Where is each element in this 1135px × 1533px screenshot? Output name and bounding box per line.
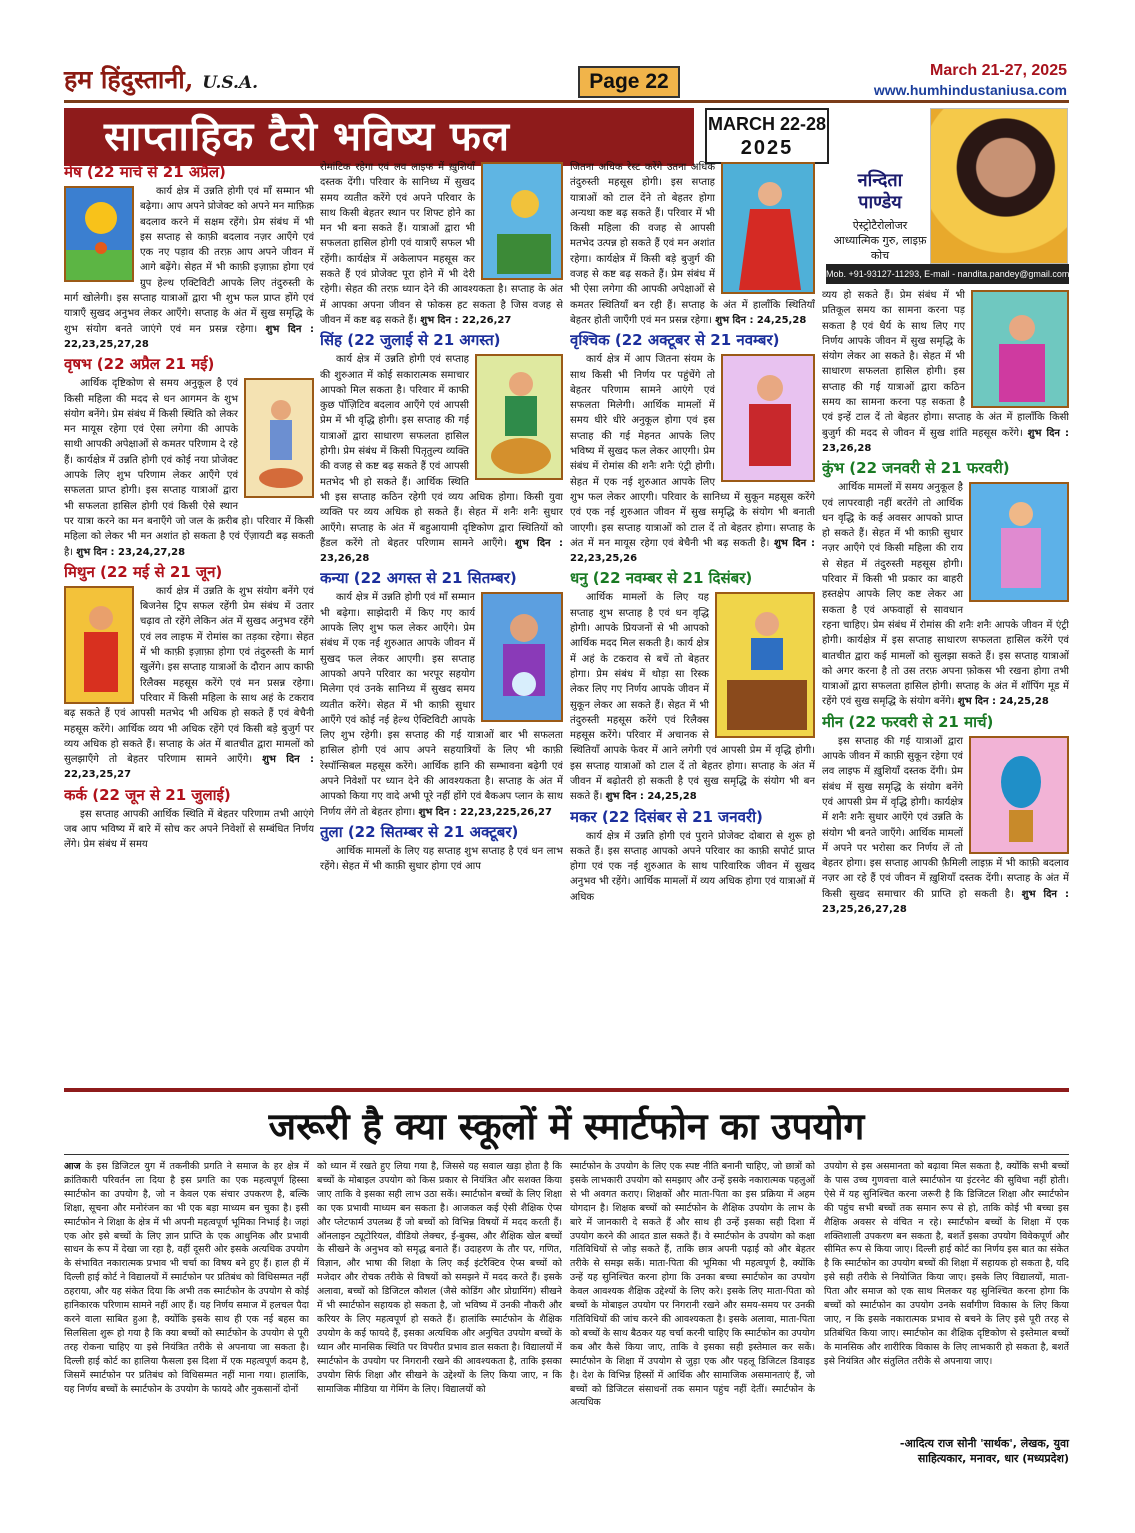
horoscope-column-2	[320, 160, 563, 1085]
horoscope-column-4	[822, 288, 1069, 1085]
tarot-card-sun-icon	[64, 186, 134, 282]
sign-heading-kanya: कन्या (22 अगस्त से 21 सितम्बर)	[320, 569, 517, 588]
sign-heading-makar: मकर (22 दिसंबर से 21 जनवरी)	[570, 807, 763, 826]
lucky-days-meen: शुभ दिन : 23,25,26,27,28	[822, 888, 1069, 915]
article-column-1	[64, 1160, 309, 1528]
horoscope-text-kark: इस सप्ताह आपकी आर्थिक स्थिति में बेहतर परिणाम तभी आएंगे जब आप भविष्य में बारे में सोच कर अपने निवेशों से सम्बंधित निर्णय लेंगे। प्रेम संबंध में समय	[64, 808, 314, 851]
author-contact: Mob. +91-93127-11293, E-mail - nandita.pandey@gmail.com	[826, 264, 1069, 284]
author-block	[832, 170, 928, 263]
tarot-card-fortune-icon	[481, 592, 563, 722]
tarot-card-justice-icon	[721, 162, 815, 294]
horoscope-text-kark-continued: रोमांटिक रहेगा एवं लव लाइफ में ख़ुशियाँ दस्तक देंगी। परिवार के सानिध्य में सुखद समय व्यतीत करेंगे एवं अपने परिवार के साथ किसी बेहतर स्थान पर शिफ्ट होने का मन भी बना सकते हैं। यात्राओं द्वारा भी सफलता हासिल होगी एवं यात्राएँ सफल भी रहेंगी। कार्यक्षेत्र में अकेलापन महसूस कर सकते हैं एवं प्रोजेक्ट पूरा होने में भी देरी रहेगी। सेहत की तरफ़ ध्यान देने की आवश्यकता है। सप्ताह के अंत में आपका अपना जीवन से फोकस हट सकता है जिस वजह से जीवन में कष्ट बढ़ सकते हैं।	[320, 162, 563, 326]
page-number-badge: Page 22	[578, 66, 680, 98]
week-date-box	[705, 108, 829, 164]
byline-line-1: -आदित्य राज सोनी 'सार्थक', लेखक, युवा	[899, 1437, 1069, 1450]
website-link[interactable]: www.humhindustaniusa.com	[873, 82, 1067, 98]
horoscope-column-1	[64, 160, 314, 1085]
article-column-3	[570, 1160, 815, 1528]
lucky-days-vrishchik: शुभ दिन : 22,23,25,26	[570, 537, 815, 565]
article-text-3: स्मार्टफोन के उपयोग के लिए एक स्पष्ट नीति बनानी चाहिए, जो छात्रों को इसके लाभकारी उपयोग को समझाए और उन्हें इसके नकारात्मक पहलुओं से भी अवगत कराए। शिक्षकों और माता-पिता का इस प्रक्रिया में अहम योगदान है। शिक्षक बच्चों को स्मार्टफोन के शैक्षिक उपयोग के लाभ के बारे में जानकारी दे सकते हैं और साथ ही उन्हें इसका सही दिशा में उपयोग करने की आदत डाल सकते हैं। वे स्मार्टफोन के उपयोग को कक्षा गतिविधियों से जोड़ सकते हैं, ताकि छात्र अपनी पढ़ाई को और बेहतर तरीके से समझ सकें। माता-पिता की भूमिका भी महत्वपूर्ण है, क्योंकि उन्हें यह सुनिश्चित करना होगा कि उनका बच्चा स्मार्टफोन का उपयोग केवल आवश्यक शैक्षिक उद्देश्यों के लिए करे। इसके लिए माता-पिता को बच्चों के मोबाइल उपयोग पर निगरानी रखने और समय-समय पर उनकी गतिविधियों की जांच करने की आवश्यकता है। इसके अलावा, माता-पिता को बच्चों के साथ बैठकर यह चर्चा करनी चाहिए कि स्मार्टफोन का उपयोग कब और कैसे किया जाए, ताकि वे इसका सही इस्तेमाल कर सकें। स्मार्टफोन के शिक्षा में उपयोग से जुड़ा एक और पहलू डिजिटल डिवाइड है। देश के विभिन्न हिस्सों में आर्थिक और सामाजिक असमानताएं हैं, जो बच्चों को डिजिटल संसाधनों तक समान पहुंच नहीं देतीं। स्मार्टफोन के अत्यधिक	[570, 1161, 815, 1409]
sign-heading-mithun: मिथुन (22 मई से 21 जून)	[64, 562, 223, 581]
sign-heading-kumbh: कुंभ (22 जनवरी से 21 फरवरी)	[822, 459, 1010, 478]
tarot-card-cups-icon	[481, 162, 563, 280]
sign-heading-vrishabh: वृषभ (22 अप्रैल 21 मई)	[64, 355, 215, 374]
article-text-4: उपयोग से इस असमानता को बढ़ावा मिल सकता है, क्योंकि सभी बच्चों के पास उच्च गुणवत्ता वाले स्मार्टफोन या इंटरनेट की सुविधा नहीं होती। ऐसे में यह सुनिश्चित करना जरूरी है कि डिजिटल शिक्षा और स्मार्टफोन की पहुंच सभी बच्चों तक समान रूप से हो, ताकि कोई भी बच्चा इस शैक्षिक अवसर से वंचित न रहे। स्मार्टफोन बच्चों के शिक्षा में एक शक्तिशाली उपकरण बन सकता है, बशर्ते इसका उपयोग विवेकपूर्ण और सीमित रूप से किया जाए। दिल्ली हाई कोर्ट का निर्णय इस बात का संकेत है कि स्मार्टफोन का उपयोग बच्चों की शिक्षा में सहायक हो सकता है, यदि इसे सही तरीके से नियोजित किया जाए। इसके लिए विद्यालयों, माता-पिता और समाज को एक साथ मिलकर यह सुनिश्चित करना होगा कि बच्चों को स्मार्टफोन का उपयोग उनके सर्वांगीण विकास के लिए किया जाए, न कि इसके नकारात्मक प्रभाव से बचने के लिए इसे पूरी तरह से प्रतिबंधित किया जाए। स्मार्टफोन का शैक्षिक दृष्टिकोण से इस्तेमाल बच्चों के मानसिक और शारीरिक विकास के लिए लाभकारी हो सकता है, बशर्ते इसे नियंत्रित और संतुलित तरीके से अपनाया जाए।	[824, 1161, 1069, 1367]
lucky-days-tula: शुभ दिन : 24,25,28	[715, 314, 807, 326]
horoscope-text-tula-continued: जितना अधिक रेस्ट करेंगे उतना अधिक तंदुरुस्ती महसूस होगी। इस सप्ताह यात्राओं को टाल देंने तो बेहतर होगा अन्यथा कष्ट बढ़ सकते हैं। परिवार में भी किसी महिला की वजह से आपसी मतभेद उत्पन्न हो सकते हैं एवं मन अशांत रहेगा। कार्यक्षेत्र में किसी बड़े बुजुर्ग की वजह से कष्ट बढ़ सकते हैं। प्रेम संबंध में भी ऐसा लगेगा की आपकी अपेक्षाओं से कमतर स्थितियाँ बन रही हैं। सप्ताह के अंत में हालाँकि स्थितियाँ बेहतर होती जाएँगी एवं मन प्रसन्न रहेगा।	[570, 162, 815, 326]
tarot-card-empress-icon	[971, 290, 1069, 408]
week-year: 2025	[740, 137, 794, 159]
sign-heading-dhanu: धनु (22 नवम्बर से 21 दिसंबर)	[570, 569, 753, 588]
article-headline: जरूरी है क्या स्कूलों में स्मार्टफोन का उपयोग	[268, 1104, 865, 1148]
sign-heading-mesh: मेष (22 मार्च से 21 अप्रैल)	[64, 163, 226, 181]
article-text-2: को ध्यान में रखते हुए लिया गया है, जिससे यह सवाल खड़ा होता है कि बच्चों के मोबाइल उपयोग को किस प्रकार से नियंत्रित और सशक्त किया जाए ताकि वे इसका सही लाभ उठा सकें। स्मार्टफोन बच्चों के लिए शिक्षा का एक प्रभावी माध्यम बन सकता है। आजकल कई ऐसी शैक्षिक ऐप्स और प्लेटफार्म उपलब्ध हैं जो बच्चों को विभिन्न विषयों में मदद करती हैं। ऑनलाइन ट्यूटोरियल, वीडियो लेक्चर, ई-बुक्स, और शैक्षिक खेल बच्चों के सीखने के अनुभव को समृद्ध बनाते हैं। उदाहरण के तौर पर, गणित, विज्ञान, और भाषा की शिक्षा के लिए कई इंटरैक्टिव ऐप्स बच्चों को मजेदार और रोचक तरीके से विषयों को समझने में मदद करते हैं। इसके अलावा, बच्चों को डिजिटल कौशल (जैसे कोडिंग और प्रोग्रामिंग) सीखने में भी स्मार्टफोन सहायक हो सकता है, जो भविष्य में उनकी नौकरी और करियर के लिए महत्वपूर्ण हो सकते हैं। हालांकि स्मार्टफोन के शैक्षिक उपयोग के कई फायदे हैं, इसका अत्यधिक और अनुचित उपयोग बच्चों के ध्यान और मानसिक स्थिति पर विपरीत प्रभाव डाल सकता है। विद्यालयों में स्मार्टफोन के उपयोग पर निगरानी रखने की आवश्यकता है, ताकि इसका उपयोग सिर्फ शिक्षा और सीखने के उद्देश्यों के लिए किया जाए, न कि सामाजिक मीडिया या गेमिंग के लिए। विद्यालयों को	[317, 1161, 562, 1395]
horoscope-text-dhanu: आर्थिक मामलों के लिए यह सप्ताह शुभ सप्ताह है एवं धन वृद्धि होगी। आपके प्रियजनों से भी आपको आर्थिक मदद मिल सकती है। कार्य क्षेत्र में अहं के टकराव से बचें तो बेहतर होगा। प्रेम संबंध में थोड़ा सा रिस्क लेकर लिए गए निर्णय आपके जीवन में सुकून लेकर आ सकते हैं। सेहत में भी तंदुरुस्ती महसूस करेंगे एवं रिलैक्स महसूस करेंगे। परिवार में अचानक से स्थितियाँ आपके फेवर में आने लगेगी एवं आपसी प्रेम में वृद्धि होगी। इस सप्ताह यात्राओं को टाल दें तो बेहतर होगा। सप्ताह के अंत में जीवन में बढ़ोतरी हो सकती है एवं सुख समृद्धि के संयोग भी बन सकते हैं।	[570, 592, 815, 803]
tarot-card-chariot-icon	[715, 592, 815, 738]
lucky-days-singh: शुभ दिन : 23,26,28	[320, 537, 563, 565]
lucky-days-kark: शुभ दिन : 22,26,27	[420, 314, 512, 326]
sign-heading-vrishchik: वृश्चिक (22 अक्टूबर से 21 नवम्बर)	[570, 331, 780, 350]
horoscope-column-3	[570, 160, 815, 1085]
author-last-name: पाण्डेय	[858, 192, 902, 213]
horoscope-text-tula: आर्थिक मामलों के लिए यह सप्ताह शुभ सप्ताह है एवं धन लाभ रहेंगे। सेहत में भी काफ़ी सुधार होगा एवं आप	[320, 845, 563, 873]
lucky-days-vrishabh: शुभ दिन : 23,24,27,28	[76, 546, 186, 558]
horoscope-text-kanya: कार्य क्षेत्र में उन्नति होगी एवं माँ सम्मान भी बढ़ेगा। साझेदारी में किए गए कार्य आपके लिए शुभ फल लेकर आएँगे। प्रेम संबंध में एक नई शुरुआत आपके जीवन में सुखद फल लेकर आएगी। इस सप्ताह आपको अपने परिवार का भरपूर सहयोग मिलेगा एवं उनके सानिध्य में सुखद समय व्यतीत करेंगे। सेहत में भी काफ़ी सुधार आएँगे एवं कोई नई हेल्थ ऐक्टिविटी आपके लिए शुभ रहेगी। इस सप्ताह की गई यात्राओं बार भी सफलता हासिल होगी एवं आप अपने सहयात्रियों के लिए भी काफ़ी रेस्पॉन्सिबल महसूस करेंगे। आर्थिक हानि की सम्भावना बढ़ेगी एवं अपने निवेशों पर ध्यान देने की आवश्यकता है। सप्ताह के अंत में आपको किया गए वादे अभी पूरे नहीं होंगे एवं बैकअप प्लान के साथ निर्णय लेंगे तो बेहतर होगा।	[320, 592, 563, 818]
horoscope-text-makar: कार्य क्षेत्र में उन्नति होगी एवं पुराने प्रोजेक्ट दोबारा से शुरू हो सकते हैं। इस सप्ताह आपको अपने परिवार का काफ़ी सपोर्ट प्राप्त होगा एवं एक नई शुरुआत के साथ पारिवारिक जीवन में सुखद अनुभव भी रहेंगे। आर्थिक मामलों में व्यय अधिक होगा एवं यात्राओं में अधिक	[570, 830, 815, 903]
horoscope-text-vrishchik: कार्य क्षेत्र में आप जितना संयम के साथ किसी भी निर्णय पर पहुंचेंगे तो बेहतर परिणाम सामने आएंगे एवं सफलता मिलेगी। आर्थिक मामलों में समय धीरे धीरे अनुकूल होगा एवं इस सप्ताह की गई मेहनत आपके लिए भविष्य में सुखद फल लेकर आएगी। प्रेम संबंध में रोमांस की शनैः शनैः एंट्री होगी। सेहत में एक नई शुरुआत आपके लिए शुभ फल लेकर आएगी। परिवार के सानिध्य में सुकून महसूस करेंगे एवं एक नई शुरुआत जीवन में सुख समृद्धि के संयोग भी बनाती जाएगी। इस सप्ताह यात्राओं को टाल दें तो बेहतर होगा। सप्ताह के अंत में मन मायूस रहेगा एवं बेचैनी भी बढ़ सकती है।	[570, 354, 815, 549]
sign-heading-tula: तुला (22 सितम्बर से 21 अक्टूबर)	[320, 822, 519, 841]
lucky-days-kumbh: शुभ दिन : 24,25,28	[957, 696, 1049, 708]
author-first-name: नन्दिता	[857, 170, 903, 191]
horoscope-banner: साप्ताहिक टैरो भविष्य फल	[64, 108, 694, 166]
horoscope-text-makar-continued: व्यय हो सकते हैं। प्रेम संबंध में भी प्रतिकूल समय का सामना करना पड़ सकता है एवं धैर्य के साथ लिए गए निर्णय आपके जीवन में सुख समृद्धि के संयोग लेकर आ सकते है। सेहत में भी साधारण सफलता हासिल होगी। इस सप्ताह की गई यात्राओं द्वारा कठिन समय का सामना करना पड़ सकता है एवं इन्हें टाल दें तो बेहतर होगा। सप्ताह के अंत में हालाँकि किसी बुजुर्ग की मदद से जीवन में सुख शांति महसूस करेंगे।	[822, 290, 1069, 439]
sign-heading-singh: सिंह (22 जुलाई से 21 अगस्त)	[320, 331, 501, 350]
author-role: ऐस्ट्रोटैरोलोजर आध्यात्मिक गुरु, लाइफ़ कोच	[833, 219, 927, 262]
issue-date: March 21-27, 2025	[930, 62, 1067, 79]
section-divider	[64, 1088, 1069, 1092]
sign-heading-kark: कर्क (22 जून से 21 जुलाई)	[64, 785, 231, 804]
tarot-card-page-icon	[244, 378, 314, 498]
horoscope-text-vrishabh: आर्थिक दृष्टिकोण से समय अनुकूल है एवं किसी महिला की मदद से धन आगमन के शुभ संयोग बनेंगे। प्रेम संबंध में किसी स्थिति को लेकर मन मायूस रहेगा एवं ऐसा लगेगा की आपके साथी आपकी अपेक्षाओं से कमतर परिणाम दे रहे हैं। कार्यक्षेत्र में उन्नति होगी एवं कोई नया प्रोजेक्ट आपके लिए शुभ परिणाम लेकर आएँगे एवं सफलता प्राप्त होगी। इस सप्ताह यात्राओं द्वारा भी सफलता हासिल होगी एवं किसी ऐसे स्थान पर यात्रा करने का मन बनाएँगे जो जल के क़रीब हो। परिवार में किसी महिला को लेकर भी मन अशांत हो सकता है एवं ऐंज़ायटी बढ़ सकती है।	[64, 378, 314, 558]
horoscope-text-singh: कार्य क्षेत्र में उन्नति होगी एवं सप्ताह की शुरुआत में कोई सकारात्मक समाचार आपको मिल सकता है। परिवार में काफी कुछ पॉज़िटिव बदलाव आएँगे एवं आपसी प्रेम में भी वृद्धि होगी। इस सप्ताह की गई यात्राओं द्वारा साधारण सफलता हासिल होगी। प्रेम संबंध में किसी पितृतुल्य व्यक्ति की वजह से कष्ट बढ़ सकते हैं एवं आपसी मतभेद भी हो सकते हैं। आर्थिक स्थिति भी इस सप्ताह कठिन रहेगी एवं व्यय अधिक होगा। किसी युवा व्यक्ति पर व्यय अधिक हो सकते हैं। सेहत में शनैः शनैः सुधार आएँगे। सप्ताह के अंत में बहुआयामी दृष्टिकोण द्वारा स्थितियों को हैंडल करेंगे तो बेहतर परिणाम सामने आएँगे।	[320, 354, 563, 549]
masthead-usa: U.S.A.	[202, 73, 259, 93]
horoscope-text-mesh: कार्य क्षेत्र में उन्नति होगी एवं माँ सम्मान भी बढ़ेगा। आप अपने प्रोजेक्ट को अपने मन माफ़िक़ बदलाव करने में सक्षम रहेंगे। प्रेम संबंध में भी इस सप्ताह से काफ़ी बदलाव नज़र आएँगे एवं एक नए पड़ाव की तरफ़ आप अपने जीवन में आगे बढ़ेंगे। सेहत में भी काफ़ी इज़ाफ़ा होगा एवं ग्रुप हेल्थ एक्टिविटी आपके लिए तंदुरुस्ती के मार्ग खोलेगी। इस सप्ताह यात्राओं द्वारा भी शुभ फल प्राप्त होंगे एवं यात्राएँ सुखद अनुभव लेकर आएँगे। सप्ताह के अंत में सुख समृद्धि के शुभ संयोग बनते जाएंगे एवं मन प्रसन्न रहेगा।	[64, 186, 314, 335]
lucky-days-dhanu: शुभ दिन : 24,25,28	[605, 791, 697, 803]
headline-rule	[64, 1154, 1069, 1155]
horoscope-text-mithun: कार्य क्षेत्र में उन्नति के शुभ संयोग बनेंगे एवं बिजनेस ट्रिप सफल रहेंगी प्रेम संबंध में उतार चढ़ाव तो रहेंगे लेकिन अंत में सुखद अनुभव रहेंगे एवं लव लाइफ में रोमांस का तड़का रहेगा। सेहत में भी काफ़ी इज़ाफ़ा होगा एवं तंदुरुस्ती के मार्ग खुलेंगे। इस सप्ताह यात्राओं के दौरान आप काफी रिलैक्स महसूस करेंगे एवं मन प्रसन्न रहेगा। परिवार में किसी महिला के साथ अहं के टकराव बढ़ सकते हैं एवं आपसी मतभेद भी अधिक हो सकते हैं एवं बेचैनी महसूस करेंगे। आर्थिक व्यय भी अधिक रहेंगे एवं किसी बड़े बुजुर्ग पर व्यय अधिक हो सकते हैं। सप्ताह के अंत में बातचीत द्वारा मामलों को सुलझाएँगे तो बेहतर परिणाम सामने आएँगे।	[64, 585, 314, 766]
masthead-name	[64, 62, 258, 96]
lucky-days-makar: शुभ दिन : 23,26,28	[822, 427, 1069, 454]
author-photo	[930, 108, 1068, 264]
lucky-days-mesh: शुभ दिन : 22,23,25,27,28	[64, 323, 314, 350]
article-lead-word: आज	[64, 1161, 81, 1172]
article-text-1: के इस डिजिटल युग में तकनीकी प्रगति ने समाज के हर क्षेत्र में क्रांतिकारी परिवर्तन ला दिया है इस प्रगति का एक महत्वपूर्ण हिस्सा स्मार्टफोन का उपयोग है, जो न केवल एक संचार उपकरण है, बल्कि शिक्षा, सूचना और मनोरंजन का भी एक बड़ा माध्यम बन चुका है। इसी स्मार्टफोन ने शिक्षा के क्षेत्र में भी अपनी महत्वपूर्ण भूमिका निभाई है। जहां एक ओर इसे बच्चों के लिए ज्ञान प्राप्ति के एक आधुनिक और प्रभावी साधन के रूप में देखा जा रहा है, वहीं दूसरी ओर इसके अत्यधिक उपयोग के संभावित नकारात्मक प्रभाव भी चर्चा का विषय बने हुए हैं। हाल ही में दिल्ली हाई कोर्ट ने विद्यालयों में स्मार्टफोन पर प्रतिबंध को विधिसम्मत नहीं ठहराया, और यह संकेत दिया कि अभी तक स्मार्टफोन के उपयोग से कोई हानिकारक परिणाम सामने नहीं आए हैं। यह निर्णय समाज में हलचल पैदा करने वाला साबित हुआ है, क्योंकि इसके साथ ही एक नई बहस का सिलसिला शुरू हो गया है कि क्या बच्चों को स्मार्टफोन के उपयोग से पूरी तरह रोकना चाहिए या इसे नियंत्रित तरीके से अपनाया जा सकता है। दिल्ली हाई कोर्ट का हालिया फैसला इस दिशा में एक महत्वपूर्ण कदम है, जिसमें स्मार्टफोन पर प्रतिबंध को विधिसम्मत नहीं माना गया। हालांकि, यह निर्णय बच्चों के स्मार्टफोन के उपयोग के फायदे और नुकसानों दोनों	[64, 1161, 309, 1395]
tarot-card-star-icon	[969, 482, 1069, 602]
sign-heading-meen: मीन (22 फरवरी से 21 मार्च)	[822, 712, 994, 731]
week-range: MARCH 22-28	[707, 114, 827, 134]
lucky-days-kanya: शुभ दिन : 22,23,225,26,27	[418, 806, 552, 818]
tarot-card-priestess-icon	[721, 354, 815, 482]
tarot-card-strength-icon	[475, 354, 563, 480]
masthead-title: हम हिंदुस्तानी,	[64, 65, 194, 94]
tarot-card-fish-cup-icon	[969, 736, 1069, 854]
horoscope-text-kumbh: आर्थिक मामलों में समय अनुकूल है एवं लापरवाही नहीं बरतेंगे तो आर्थिक धन वृद्धि के कई अवसर आपको प्राप्त हो सकते हैं। सेहत में भी काफ़ी सुधार नज़र आएँगे एवं किसी महिला की राय से सेहत में तंदुरुस्ती महसूस होगी। परिवार में किसी भी प्रकार का बाहरी हस्तक्षेप आपके लिए कष्ट लेकर आ सकता है एवं अफवाहों से सावधान रहना चाहिए। प्रेम संबंध में रोमांस की शनैः शनैः आपके जीवन में एंट्री होगी। कार्यक्षेत्र में इस सप्ताह साधारण सफलता हासिल करेंगे एवं बातचीत द्वारा कई मामलों को सुलझा सकते हैं। इस सप्ताह यात्राओं को अगर करना है तो उस तरफ़ अपना फ़ोकस भी रखना होगा तभी यात्राओं द्वारा सफलता हासिल होगी। सप्ताह के अंत में शॉपिंग मूड में रहेंगे एवं सुख समृद्धि के संयोग बनेंगे।	[822, 482, 1069, 708]
article-column-4	[824, 1160, 1069, 1434]
masthead-rule	[64, 100, 1069, 103]
byline-line-2: साहित्यकार, मनावर, धार (मध्यप्रदेश)	[917, 1452, 1069, 1465]
horoscope-text-meen: इस सप्ताह की गई यात्राओं द्वारा आपके जीवन में काफ़ी सुकून रहेगा एवं लव लाइफ में ख़ुशियाँ दस्तक देंगी। प्रेम संबंध में सुख समृद्धि के संयोग बनेंगे एवं आपसी प्रेम में वृद्धि होगी। कार्यक्षेत्र में शनैः शनैः सुधार आएँगे एवं उन्नति के संयोग भी बनते जाएँगे। आर्थिक मामलों में अपने पर भरोसा कर निर्णय लें तो बेहतर होगा। इस सप्ताह आपकी फ़ैमिली लाइफ़ में भी काफ़ी बदलाव नज़र आ रहे हैं एवं जीवन में ख़ुशियाँ दस्तक देंगी। सप्ताह के अंत में किसी सुखद समाचार की प्राप्ति हो सकती है।	[822, 735, 1069, 900]
tarot-card-queen-icon	[64, 586, 134, 704]
article-byline	[826, 1436, 1069, 1466]
article-column-2	[317, 1160, 562, 1528]
lucky-days-mithun: शुभ दिन : 22,23,25,27	[64, 754, 314, 781]
